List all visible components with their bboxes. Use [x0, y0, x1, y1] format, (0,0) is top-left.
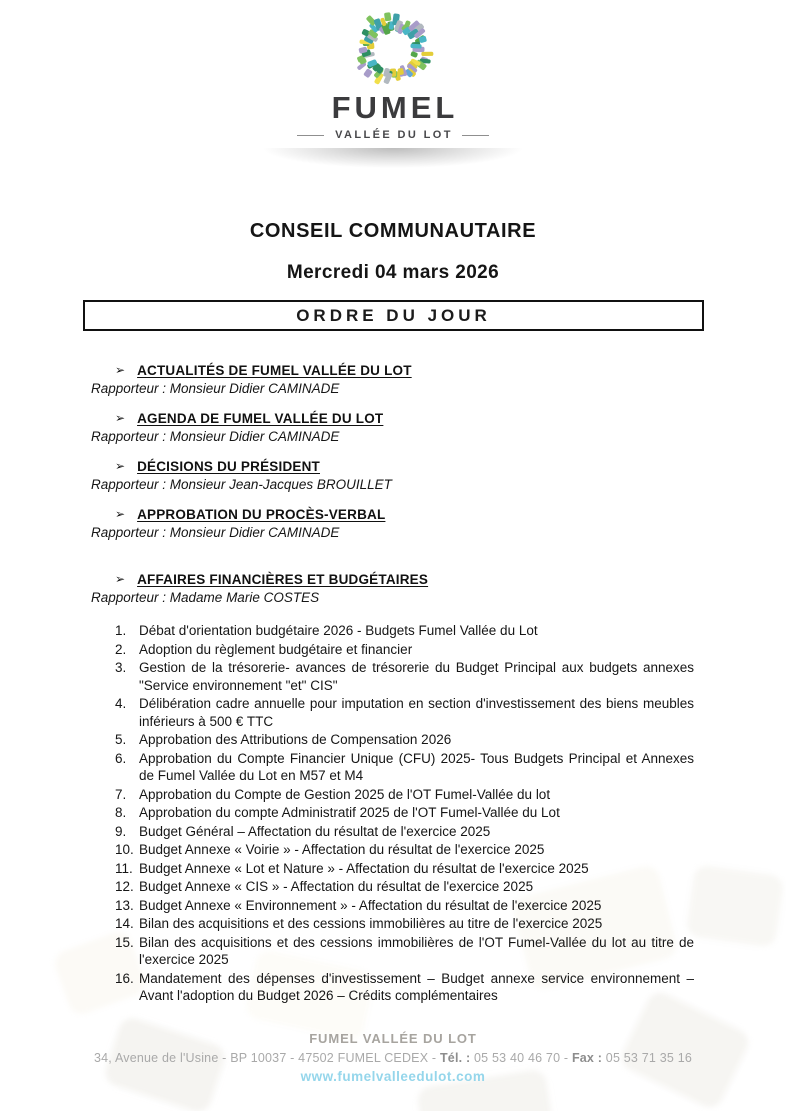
section-title: ACTUALITÉS DE FUMEL VALLÉE DU LOT	[137, 363, 412, 378]
document-date: Mercredi 04 mars 2026	[286, 262, 500, 283]
agenda-item	[91, 622, 694, 640]
item-number: 4.	[115, 696, 127, 711]
footer-fax-label: Fax :	[571, 1051, 603, 1065]
fumel-logo-ring-icon	[350, 6, 436, 92]
section-rapporteur: Rapporteur : Monsieur Jean-Jacques BROUILLET	[91, 477, 392, 492]
agenda-item	[91, 804, 694, 822]
footer-address: 34, Avenue de l'Usine - BP 10037 - 47502 FUMEL CEDEX -	[93, 1051, 440, 1065]
arrow-bullet-icon: ➢	[115, 459, 126, 473]
item-number: 6.	[115, 750, 127, 766]
footer-tel-label: Tél. :	[439, 1051, 471, 1065]
item-number: 13.	[115, 897, 134, 913]
agenda-item	[91, 934, 694, 969]
footer-website-link[interactable]: www.fumelvalleedulot.com	[300, 1069, 486, 1084]
section-heading	[115, 507, 694, 522]
item-text: Approbation du Compte de Gestion 2025 de l'OT Fumel-Vallée du lot	[139, 786, 551, 802]
item-text: Budget Annexe « CIS » - Affectation du résultat de l'exercice 2025	[139, 879, 534, 894]
item-number: 15.	[115, 934, 134, 950]
item-number: 2.	[115, 641, 127, 657]
arrow-bullet-icon: ➢	[115, 507, 126, 521]
arrow-bullet-icon: ➢	[115, 572, 126, 586]
document-footer	[0, 1031, 786, 1086]
footer-org-name: FUMEL VALLÉE DU LOT	[309, 1031, 477, 1046]
item-text: Approbation des Attributions de Compensation 2026	[139, 732, 452, 747]
item-text: Débat d'orientation budgétaire 2026 - Budgets Fumel Vallée du Lot	[139, 623, 538, 638]
item-text: Approbation du Compte Financier Unique (CFU) 2025- Tous Budgets Principal et Annexes de Fumel Vallée du Lot en M57 et M4	[139, 750, 694, 783]
item-number: 5.	[115, 732, 127, 747]
agenda-item	[91, 915, 694, 933]
section-rapporteur: Rapporteur : Madame Marie COSTES	[91, 590, 320, 605]
item-number: 1.	[115, 623, 127, 638]
section-affaires-financieres	[91, 572, 694, 605]
section-rapporteur: Rapporteur : Monsieur Didier CAMINADE	[91, 429, 340, 444]
item-number: 10.	[115, 842, 134, 857]
item-text: Bilan des acquisitions et des cessions immobilières au titre de l'exercice 2025	[139, 916, 603, 931]
section-heading	[115, 363, 694, 378]
section-title: AFFAIRES FINANCIÈRES ET BUDGÉTAIRES	[137, 572, 429, 587]
section-title: APPROBATION DU PROCÈS-VERBAL	[137, 507, 386, 522]
item-text: Budget Général – Affectation du résultat de l'exercice 2025	[139, 823, 491, 839]
tagline-right-rule	[462, 135, 489, 136]
item-number: 14.	[115, 916, 134, 931]
fumel-logo	[0, 6, 786, 141]
agenda-item	[91, 786, 694, 804]
agenda-item	[91, 823, 694, 841]
section-heading	[115, 572, 694, 587]
agenda-item	[91, 878, 694, 896]
section-proces-verbal	[91, 507, 694, 540]
item-number: 9.	[115, 823, 127, 839]
agenda-item	[91, 641, 694, 659]
background-watermark-shape	[685, 864, 784, 948]
item-number: 11.	[115, 860, 133, 876]
section-title: DÉCISIONS DU PRÉSIDENT	[137, 459, 320, 474]
agenda-item	[91, 970, 694, 1005]
logo-tagline	[297, 129, 489, 141]
agenda-item	[91, 750, 694, 785]
footer-address-line	[0, 1051, 786, 1065]
section-heading	[115, 459, 694, 474]
footer-tel-number: 05 53 40 46 70 -	[470, 1051, 572, 1065]
item-text: Délibération cadre annuelle pour imputation en section d'investissement des biens meubles inférieurs à 500 € TTC	[139, 696, 694, 729]
logo-tagline-text: VALLÉE DU LOT	[335, 129, 453, 141]
document-title: CONSEIL COMMUNAUTAIRE	[249, 220, 537, 242]
section-title: AGENDA DE FUMEL VALLÉE DU LOT	[137, 411, 384, 426]
arrow-bullet-icon: ➢	[115, 411, 126, 425]
tagline-left-rule	[297, 135, 324, 136]
section-rapporteur: Rapporteur : Monsieur Didier CAMINADE	[91, 381, 340, 396]
agenda-item	[91, 659, 694, 694]
arrow-bullet-icon: ➢	[115, 363, 126, 377]
item-text: Approbation du compte Administratif 2025 de l'OT Fumel-Vallée du Lot	[139, 805, 560, 820]
item-text: Mandatement des dépenses d'investissement – Budget annexe service environnement – Avant l'adoption du Budget 2026 – Crédits complémentaires	[139, 970, 694, 1003]
item-text: Adoption du règlement budgétaire et financier	[139, 641, 413, 657]
item-number: 8.	[115, 805, 127, 820]
agenda-item	[91, 695, 694, 730]
item-text: Gestion de la trésorerie- avances de trésorerie du Budget Principal aux budgets annexes "Service environnement "et" CIS"	[139, 660, 694, 693]
item-text: Budget Annexe « Environnement » - Affectation du résultat de l'exercice 2025	[139, 897, 602, 913]
item-number: 7.	[115, 786, 127, 802]
ordre-du-jour-banner: ORDRE DU JOUR	[83, 300, 704, 331]
agenda-item-list	[91, 622, 694, 1005]
footer-fax-number: 05 53 71 35 16	[602, 1051, 693, 1065]
item-text: Bilan des acquisitions et des cessions immobilières de l'OT Fumel-Vallée du lot au titre de l'exercice 2025	[139, 934, 694, 967]
agenda-item	[91, 731, 694, 749]
section-agenda	[91, 411, 694, 444]
document-body	[91, 363, 694, 1006]
section-rapporteur: Rapporteur : Monsieur Didier CAMINADE	[91, 525, 340, 540]
item-text: Budget Annexe « Voirie » - Affectation du résultat de l'exercice 2025	[139, 842, 545, 857]
item-number: 3.	[115, 660, 127, 675]
section-heading	[115, 411, 694, 426]
agenda-item	[91, 841, 694, 859]
section-decisions	[91, 459, 694, 492]
agenda-item	[91, 897, 694, 915]
item-number: 16.	[115, 970, 134, 986]
section-actualites	[91, 363, 694, 396]
logo-brand-text: FUMEL	[331, 90, 459, 125]
item-number: 12.	[115, 879, 134, 894]
item-text: Budget Annexe « Lot et Nature » - Affectation du résultat de l'exercice 2025	[139, 860, 589, 876]
logo-shadow	[219, 148, 567, 176]
agenda-item	[91, 860, 694, 878]
